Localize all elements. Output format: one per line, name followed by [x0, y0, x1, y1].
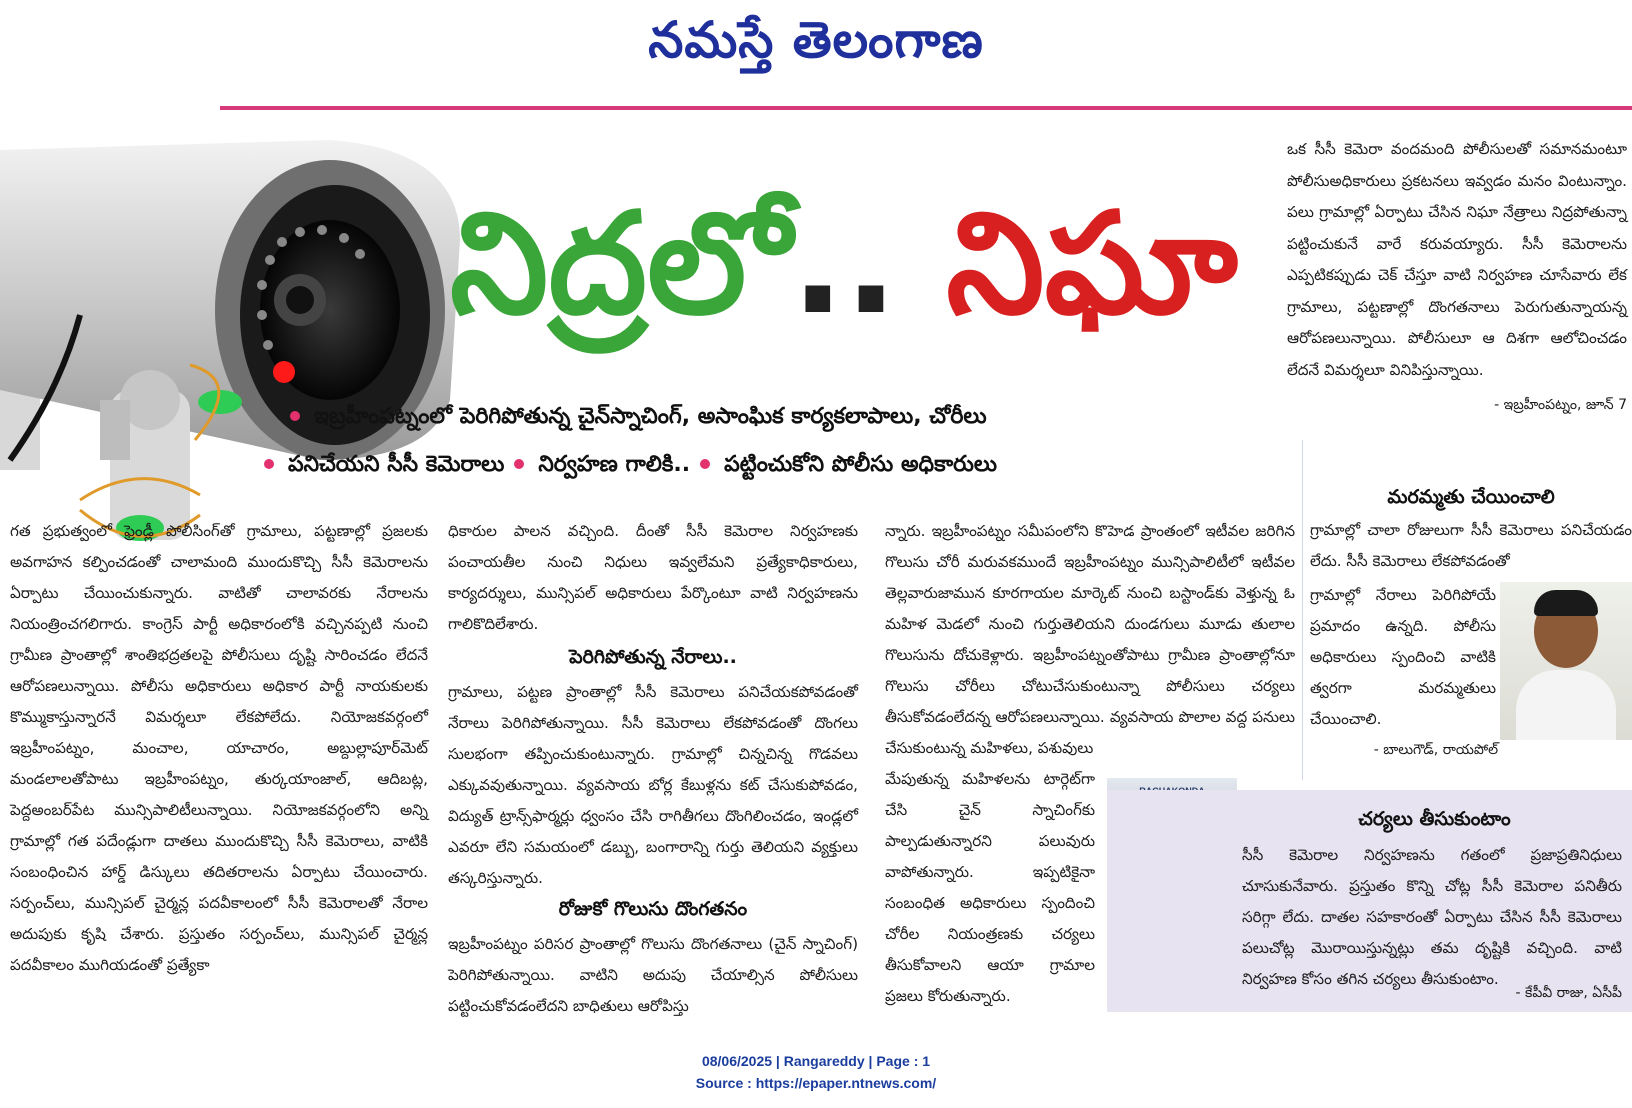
intro-text — [1287, 134, 1627, 422]
subhead-chain-theft: రోజుకో గొలుసు దొంగతనం — [558, 898, 748, 920]
sidebox-action-byline: - కేపీవీ రాజు, ఏసీపీ — [1515, 985, 1622, 1001]
bullet-dot-icon — [290, 411, 300, 421]
column-2-text-b: గ్రామాలు, పట్టణ ప్రాంతాల్లో సీసీ కెమెరాలు పనిచేయకపోవడంతో నేరాలు పెరిగిపోతున్నాయి. సీసీ కెమెరాలు లేకపోవడంతో దొంగలు సులభంగా తప్పించుకుంటున్నారు. గ్రామాల్లో చిన్నచిన్న గొడవలు ఎక్కువవుతున్నాయి. వ్యవసాయ బోర్ల కేబుళ్లను కట్ చేసుకుపోవడం, విద్యుత్ ట్రాన్స్‌ఫార్మర్లు ధ్వంసం చేసి రాగితీగలు దొంగిలించడం, ఇండ్లలో ఎవరూ లేని సమయంలో డబ్బు, బంగారాన్ని గుర్తు తెలియని వ్యక్తులు తస్కరిస్తున్నారు. — [448, 683, 858, 887]
sidebox-repair-title: మరమ్మతు చేయించాలి — [1387, 486, 1555, 508]
intro-byline: - ఇబ్రహీంపట్నం, జూన్ 7 — [1494, 397, 1627, 413]
bullet-dot-icon — [514, 459, 524, 469]
column-2-text-c: ఇబ్రహీంపట్నం పరిసర ప్రాంతాల్లో గొలుసు దొంగతనాలు (చైన్ స్నాచింగ్) పెరిగిపోతున్నాయి. వాటిని అదుపు చేయాల్సిన పోలీసులు పట్టించుకోవడంలేదని బాధితులు ఆరోపిస్తు — [448, 935, 858, 1015]
footer — [0, 1050, 1632, 1094]
headline-part1: నిద్రలో — [450, 183, 792, 346]
sidebox-action — [1107, 790, 1632, 1012]
article-column-1 — [10, 516, 428, 981]
masthead-title: నమస్తే తెలంగాణ — [648, 10, 984, 69]
masthead-rule — [220, 106, 1632, 110]
column-3-text-b: మేపుతున్న మహిళలను టార్గెట్‌గా చేసి చైన్ స్నాచింగ్‌కు పాల్పడుతున్నారని పలువురు వాపోతున్నారు. ఇప్పటికైనా సంబంధిత అధికారులు స్పందించి చోరీల నియంత్రణకు చర్యలు తీసుకోవాలని ఆయా గ్రామాల ప్రజలు కోరుతున్నారు. — [885, 770, 1095, 1005]
headline-part2: నిఘా — [946, 183, 1238, 346]
sidebox-repair-byline: - బాలుగౌడ్, రాయపోల్ — [1373, 742, 1498, 758]
bullet-text-2b: నిర్వహణ గాలికి.. — [538, 452, 691, 477]
headline — [450, 165, 1290, 375]
bullet-dot-icon — [700, 459, 710, 469]
column-3-text-a: న్నారు. ఇబ్రహీంపట్నం సమీపంలోని కొహెడ ప్రాంతంలో ఇటీవల జరిగిన గొలుసు చోరీ మరువకముందే ఇబ్రహీంపట్నం మున్సిపాలిటీలో ఇటీవల తెల్లవారుజామున కూరగాయల మార్కెట్ నుంచి బస్టాండ్‌కు వెళ్తున్న ఓ మహిళ మెడలో నుంచి గుర్తుతెలియని దుండగులు మూడు తులాల గొలుసును దోచుకెళ్లారు. ఇబ్రహీంపట్నంతోపాటు గ్రామీణ ప్రాంతాల్లోనూ గొలుసు చోరీలు చోటుచేసుకుంటున్నా పోలీసులు చర్యలు తీసుకోవడంలేదన్న ఆరోపణలున్నాయి. వ్యవసాయ పొలాల వద్ద పనులు చేసుకుంటున్న మహిళలు, పశువులు — [885, 522, 1295, 757]
bullet-text-2c: పట్టించుకోని పోలీసు అధికారులు — [724, 452, 998, 477]
footer-source-line: Source : https://epaper.ntnews.com/ — [695, 1075, 937, 1091]
sidebox-action-title: చర్యలు తీసుకుంటాం — [1358, 808, 1511, 830]
bullet-text-1: ఇబ్రహీంపట్నంలో పెరిగిపోతున్న చైన్‌స్నాచింగ్, అసాంఘిక కార్యకలాపాలు, చోరీలు — [314, 404, 987, 429]
sidebox-repair-text-top: గ్రామాల్లో చాలా రోజులుగా సీసీ కెమెరాలు పనిచేయడం లేదు. సీసీ కెమెరాలు లేకపోవడంతో — [1310, 521, 1632, 570]
bullet-dot-icon — [264, 459, 274, 469]
footer-date-line: 08/06/2025 | Rangareddy | Page : 1 — [701, 1053, 931, 1069]
intro-body: ఒక సీసీ కెమెరా వందమంది పోలీసులతో సమానమంటూ పోలీసుఅధికారులు ప్రకటనలు ఇవ్వడం మనం వింటున్నాం. పలు గ్రామాల్లో ఏర్పాటు చేసిన నిఘా నేత్రాలు నిద్రపోతున్నా పట్టించుకునే వారే కరువయ్యారు. సీసీ కెమెరాలను ఎప్పటికప్పుడు చెక్ చేస్తూ వాటి నిర్వహణ చూసేవారు లేక గ్రామాలు, పట్టణాల్లో దొంగతనాలు పెరుగుతున్నాయన్న ఆరోపణలున్నాయి. పోలీసులూ ఆ దిశగా ఆలోచించడం లేదనే విమర్శలూ వినిపిస్తున్నాయి. — [1287, 140, 1627, 379]
column-1-text: గత ప్రభుత్వంలో ఫ్రెండ్లీ పోలీసింగ్‌తో గ్రామాలు, పట్టణాల్లో ప్రజలకు అవగాహన కల్పించడంతో చాలామంది ముందుకొచ్చి సీసీ కెమెరాలను ఏర్పాటు చేయించుకున్నారు. వాటితో చాలావరకు నేరాలను నియంత్రించగలిగారు. కాంగ్రెస్ పార్టీ అధికారంలోకి వచ్చినప్పటి నుంచి గ్రామీణ ప్రాంతాల్లో శాంతిభద్రతలపై పోలీసులు దృష్టి సారించడం లేదనే ఆరోపణలున్నాయి. పోలీసు అధికారులు అధికార పార్టీ నాయకులకు కొమ్ముకాస్తున్నారనే విమర్శలూ లేకపోలేదు. నియోజకవర్గంలో ఇబ్రహీంపట్నం, మంచాల, యాచారం, అబ్దుల్లాపూర్‌మెట్ మండలాలతోపాటు ఇబ్రహీంపట్నం, తుర్కయాంజాల్, ఆదిబట్ల, పెద్దఅంబర్‌పేట మున్సిపాలిటీలున్నాయి. నియోజకవర్గంలోని అన్ని గ్రామాల్లో గత పదేండ్లుగా దాతలు ముందుకొచ్చి సీసీ కెమెరాలు, వాటికి సంబంధించిన హార్డ్ డిస్కులు తదితరాలను ఏర్పాటు చేయించారు. సర్పంచ్‌లు, మున్సిపల్ చైర్మన్ల పదవీకాలంలో సీసీ కెమెరాలతో నేరాల అదుపుకు కృషి చేశారు. ప్రస్తుతం సర్పంచ్‌లు, మున్సిపల్ చైర్మన్ల పదవీకాలం ముగియడంతో ప్రత్యేకా — [10, 522, 428, 974]
cctv-camera-illustration — [0, 140, 470, 550]
sidebox-action-text: సీసీ కెమెరాల నిర్వహణను గతంలో ప్రజాప్రతినిధులు చూసుకునేవారు. ప్రస్తుతం కొన్ని చోట్ల సీసీ కెమెరాల పనితీరు సరిగ్గా లేదు. దాతల సహకారంతో ఏర్పాటు చేసిన సీసీ కెమెరాలు పలుచోట్ల మొరాయిస్తున్నట్లు తమ దృష్టికి వచ్చింది. వాటి నిర్వహణ కోసం తగిన చర్యలు తీసుకుంటాం. — [1242, 846, 1622, 988]
bullet-line-1 — [280, 404, 987, 434]
bullet-line-2 — [254, 452, 997, 482]
headline-dots: .. — [791, 183, 898, 346]
column-2-text-a: ధికారుల పాలన వచ్చింది. దీంతో సీసీ కెమెరాల నిర్వహణకు పంచాయతీల నుంచి నిధులు ఇవ్వలేమని ప్రత్యేకాధికారులు, కార్యదర్శులు, మున్సిపల్ అధికారులు పేర్కొంటూ వాటి నిర్వహణను గాలికొదిలేశారు. — [448, 522, 858, 633]
sidebox-repair — [1310, 486, 1632, 782]
person-photo — [1500, 582, 1632, 740]
column-divider — [1302, 440, 1303, 780]
article-column-3b — [885, 764, 1095, 1012]
sidebox-repair-text-side: గ్రామాల్లో నేరాలు పెరిగిపోయే ప్రమాదం ఉన్నది. పోలీసు అధికారులు స్పందించి వాటికి త్వరగా మరమ్మతులు చేయించాలి. — [1310, 586, 1496, 728]
subhead-crimes: పెరిగిపోతున్న నేరాలు.. — [569, 646, 737, 668]
article-column-3a — [885, 516, 1295, 764]
article-column-2 — [448, 516, 858, 1022]
bullet-text-2a: పనిచేయని సీసీ కెమెరాలు — [288, 452, 505, 477]
